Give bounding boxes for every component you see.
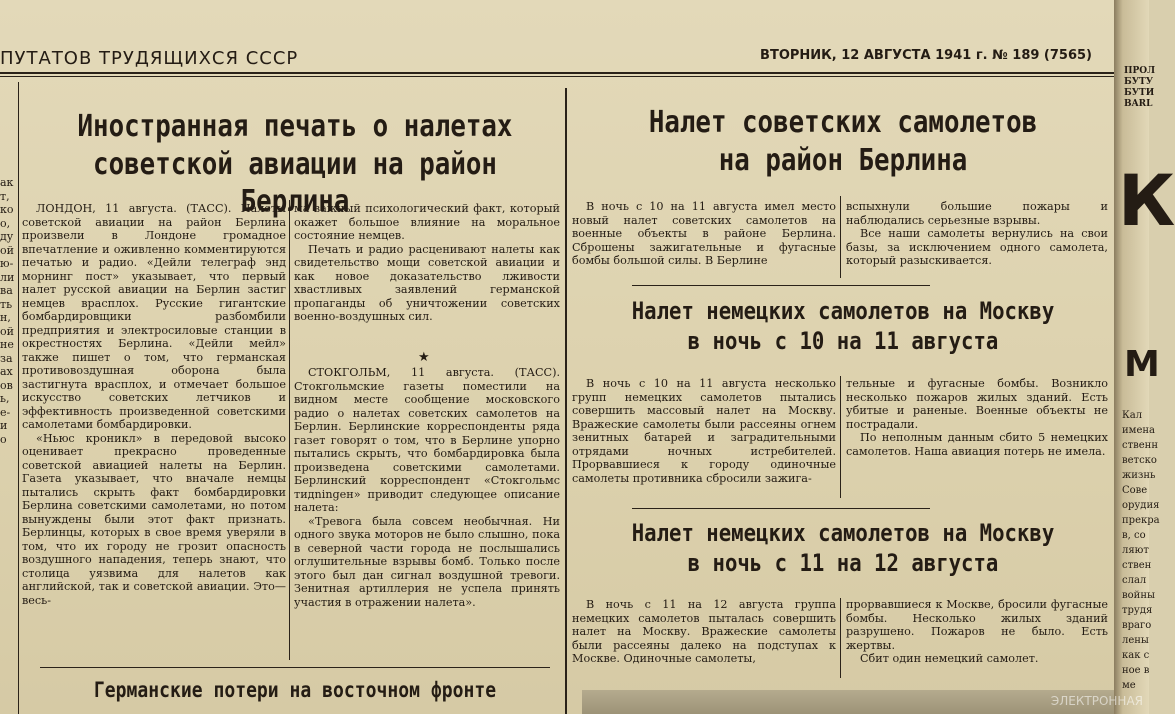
- paragraph: тельные и фугасные бомбы. Возникло несколько пожаров жилых зданий. Есть убитые и раненые. Военные объекты не пострадали.: [846, 377, 1108, 431]
- paragraph: Печать и радио расценивают налеты как свидетельство мощи советской авиации и как новое доказательство лживости хвастливых заявлений германской пропаганды об уничтожении советских военно-воздушных сил.: [294, 242, 560, 323]
- adjacent-page-edge: [1114, 0, 1175, 714]
- edge-text-fragment: жизнь: [1122, 470, 1156, 481]
- edge-text-fragment: ляют: [1122, 545, 1149, 556]
- article3-title-line1: Налет немецких самолетов на Москву: [631, 519, 1055, 547]
- paragraph: ЛОНДОН, 11 августа. (ТАСС). Налеты советской авиации на район Берлина произвели в Лондоне громадное впечатление и оживленно комментируются печатью и радио. «Дейли телеграф энд морнинг пост» указывает, что первый налет русской авиации на Берлин застиг немцев врасплох. Русские гигантские бомбардировщики разбомбили предприятия и электросиловые станции в окрестностях Берлина. «Дейли мейл» также пишет о том, что германская противовоздушная оборона была застигнута врасплох, и отмечает большое искусство советских летчиков и эффективность произведенной советскими самолетами бомбардировки.: [22, 202, 286, 431]
- cut-text-fragment: о,: [0, 216, 11, 230]
- cut-text-fragment: т,: [0, 189, 10, 203]
- edge-text-fragment: орудия: [1122, 500, 1160, 511]
- cut-text-fragment: ть: [0, 297, 13, 311]
- cut-text-fragment: за: [0, 351, 13, 365]
- paragraph: «Ньюс кроникл» в передовой высоко оценивает прекрасно проведенные советской авиацией налеты на Берлин. Газета указывает, что вначале немцы пытались скрыть факт бомбардировки Берлина советскими самолетами, но потом вынуждены были этот факт признать. Берлинцы, которых в свое время уверяли в том, что их городу не грозит опасность воздушного нападения, теперь знают, что столица уязвима для налетов как английской, так и советской авиации. Это—весь-: [22, 431, 286, 607]
- article1-col1: [572, 200, 836, 282]
- cut-text-fragment: е-: [0, 405, 11, 419]
- paragraph: В ночь с 10 на 11 августа имел место новый налет советских самолетов на военные объекты в районе Берлина. Сброшены зажигательные и фугасные бомбы большой силы. В Берлине: [572, 200, 836, 267]
- edge-text-fragment: в, со: [1122, 530, 1146, 541]
- cut-text-fragment: ли: [0, 270, 15, 284]
- article2-title-line2: в ночь с 10 на 11 августа: [687, 327, 999, 355]
- bottom-article-separator: [40, 667, 550, 668]
- edge-text-fragment: лены: [1122, 635, 1149, 646]
- masthead-left: ПУТАТОВ ТРУДЯЩИХСЯ СССР: [0, 48, 299, 69]
- cut-text-fragment: ах: [0, 365, 13, 378]
- left-article-title-line1: Иностранная печать о налетах: [77, 109, 513, 144]
- cut-text-fragment: ва: [0, 284, 13, 297]
- edge-big-letter1: К: [1118, 160, 1175, 242]
- article2-column-rule: [840, 376, 841, 498]
- edge-text-fragment: ветско: [1122, 455, 1157, 466]
- paragraph: СТОКГОЛЬМ, 11 августа. (ТАСС). Стокгольмские газеты поместили на видном месте сообщение московского радио о налетах советских самолетов на Берлин. Берлинские корреспонденты ряда газет говорят о том, что в Берлине упорно пытались скрыть, что бомбардировка была произведена советскими самолетами. Берлинский корреспондент «Стокгольмс тидningен» приводит следующее описание налета:: [294, 366, 560, 514]
- cut-text-fragment: н,: [0, 311, 11, 324]
- cut-text-fragment: ь,: [0, 392, 10, 405]
- article1-title: [574, 104, 1112, 179]
- article2-title-line1: Налет немецких самолетов на Москву: [631, 297, 1055, 325]
- cut-text-fragment: ко: [0, 203, 14, 216]
- article3-title: [574, 518, 1112, 578]
- edge-text-fragment: имена: [1122, 425, 1155, 436]
- paragraph: В ночь с 10 на 11 августа несколько групп немецких самолетов пытались совершить массовый налет на Москву. Вражеские самолеты были рассеяны огнем зенитных батарей и заградительными отрядами ночных истребителей. Прорвавшиеся к городу одиночные самолеты противника сбросили зажига-: [572, 377, 836, 485]
- paragraph: прорвавшиеся к Москве, бросили фугасные бомбы. Несколько жилых зданий разрушено. Пожаров не было. Есть жертвы.: [846, 598, 1108, 652]
- left-article-col2-top: [294, 202, 560, 350]
- edge-text-fragment: Сове: [1122, 485, 1148, 496]
- article2-separator: [632, 508, 930, 509]
- edge-text-fragment: трудя: [1122, 605, 1153, 616]
- bottom-headline-text: Германские потери на восточном фронте: [93, 678, 497, 702]
- left-article-col1: [22, 202, 286, 662]
- edge-text-fragment: БУТИ: [1124, 88, 1155, 98]
- paragraph: Сбит один немецкий самолет.: [860, 652, 1039, 665]
- paragraph: По неполным данным сбито 5 немецких самолетов. Наша авиация потерь не имела.: [846, 431, 1108, 458]
- article3-col2: [846, 598, 1108, 680]
- article2-col2: [846, 377, 1108, 501]
- cut-text-fragment: ю-: [0, 257, 14, 270]
- edge-text-top: [1124, 66, 1155, 110]
- cut-text-fragment: не: [0, 338, 14, 351]
- article1-col2: [846, 200, 1108, 282]
- edge-text-fragment: БУТУ: [1124, 77, 1153, 87]
- paragraph: В ночь с 11 на 12 августа группа немецких самолетов пыталась совершить налет на Москву. Вражеские самолеты были рассеяны далеко на подступах к Москве. Одиночные самолеты,: [572, 598, 836, 665]
- masthead-date-issue: ВТОРНИК, 12 АВГУСТА 1941 г. № 189 (7565): [760, 48, 1092, 63]
- edge-text-fragment: слал: [1122, 575, 1147, 586]
- left-article-column-rule: [289, 200, 290, 660]
- edge-text-fragment: враго: [1122, 620, 1152, 631]
- article1-title-line1: Налет советских самолетов: [648, 105, 1038, 140]
- paragraph: вспыхнули большие пожары и наблюдались серьезные взрывы.: [846, 200, 1108, 227]
- cut-text-fragment: ой: [0, 243, 14, 257]
- edge-text-fragment: прекра: [1122, 515, 1160, 526]
- article3-title-line2: в ночь с 11 на 12 августа: [687, 549, 999, 577]
- left-article-title-line2: советской авиации на район Берлина: [93, 146, 497, 219]
- edge-text-fragment: ствен: [1122, 560, 1152, 571]
- edge-text-fragment: ПРОЛ: [1124, 66, 1156, 76]
- center-column-rule: [565, 88, 567, 714]
- edge-text-fragment: ме: [1122, 680, 1136, 691]
- edge-text-bottom: [1122, 408, 1160, 693]
- article2-col1: [572, 377, 836, 501]
- cut-text-fragment: ак: [0, 176, 14, 189]
- photo-edge: [582, 690, 1114, 714]
- left-article-col2-bottom: [294, 366, 560, 662]
- edge-text-fragment: ственн: [1122, 440, 1159, 451]
- article2-title: [574, 296, 1112, 356]
- article3-col1: [572, 598, 836, 680]
- article1-separator: [632, 285, 930, 286]
- cut-text-fragment: ой: [0, 324, 14, 338]
- top-rule: [0, 72, 1114, 74]
- edge-text-fragment: ное в: [1122, 665, 1150, 676]
- article1-column-rule: [840, 196, 841, 278]
- paragraph: ма важный психологический факт, который окажет большое влияние на моральное состояние немцев.: [294, 202, 560, 242]
- edge-text-fragment: войны: [1122, 590, 1155, 601]
- paragraph: Все наши самолеты вернулись на свои базы, за исключением одного самолета, который разыскивается.: [846, 227, 1108, 267]
- left-cut-column: [0, 176, 14, 446]
- cut-text-fragment: ду: [0, 230, 14, 243]
- cut-text-fragment: ов: [0, 378, 13, 392]
- article1-title-line2: на район Берлина: [718, 142, 968, 178]
- edge-text-fragment: BARL: [1124, 99, 1153, 109]
- cut-text-fragment: и: [0, 419, 8, 432]
- star-separator: ★: [418, 350, 430, 365]
- article3-column-rule: [840, 598, 841, 678]
- bottom-headline: [30, 677, 560, 703]
- top-rule-thin: [0, 76, 1114, 77]
- edge-text-fragment: как с: [1122, 650, 1150, 661]
- edge-big-letter2: М: [1124, 344, 1160, 385]
- paragraph: «Тревога была совсем необычная. Ни одного звука моторов не было слышно, пока в северной части города не послышались оглушительные взрывы бомб. Только после этого был дан сигнал воздушной тревоги. Зенитная артиллерия не успела принять участия в отражении налета».: [294, 514, 560, 609]
- watermark: ЭЛЕКТРОННАЯ: [1050, 694, 1143, 708]
- edge-text-fragment: Кал: [1122, 410, 1143, 421]
- left-column-rule: [18, 82, 19, 714]
- cut-text-fragment: о: [0, 432, 7, 446]
